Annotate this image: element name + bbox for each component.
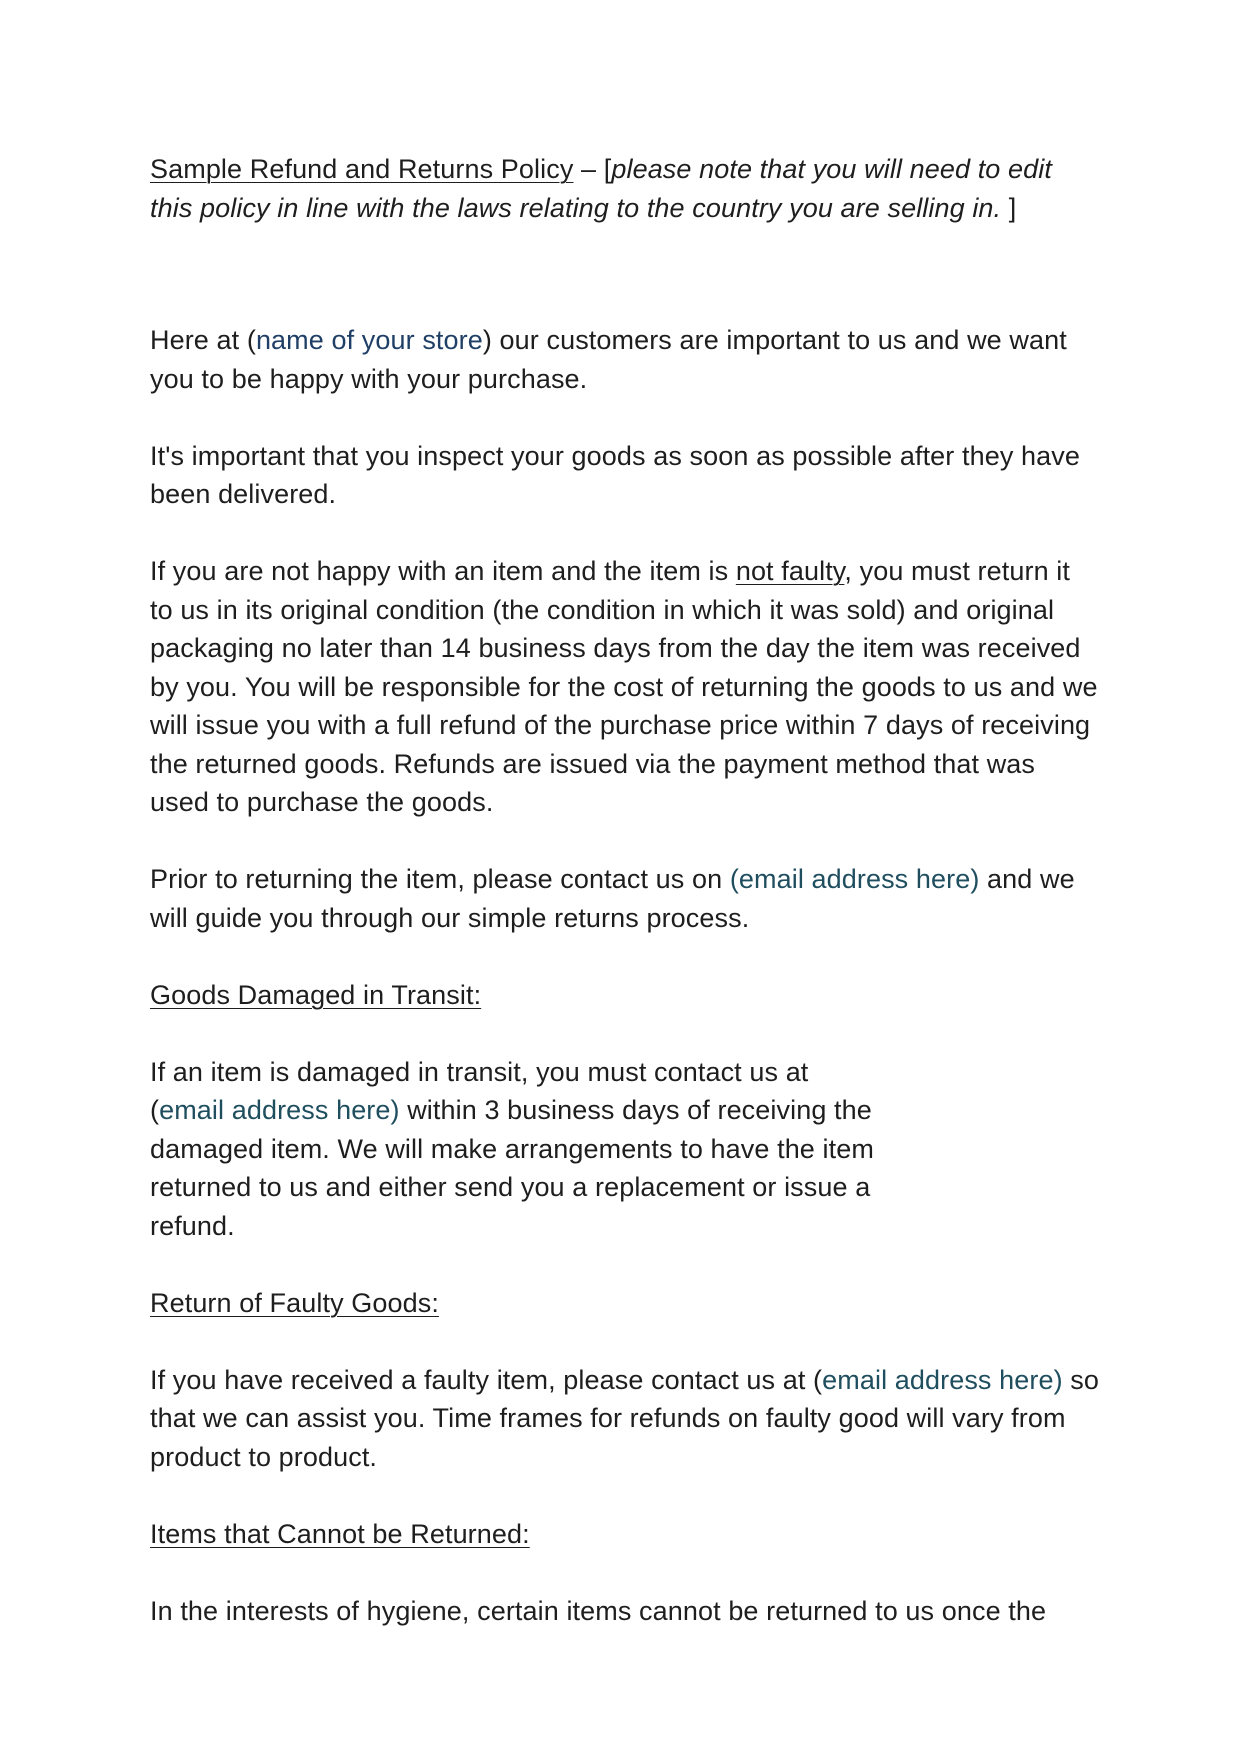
section-heading-damaged: Goods Damaged in Transit: — [150, 979, 482, 1010]
document-title-line — [150, 150, 1100, 227]
policy-document — [150, 150, 1100, 1630]
damaged-text-start: If an item is damaged in transit, you must contact us at ( — [150, 1056, 809, 1125]
section-heading-faulty: Return of Faulty Goods: — [150, 1287, 439, 1318]
cannot-return-paragraph: In the interests of hygiene, certain items cannot be returned to us once the — [150, 1595, 1047, 1626]
editor-note: please note that you will need to edit this policy in line with the laws relating to the country you are selling in. — [150, 154, 1052, 223]
intro-text-start: Here at ( — [150, 325, 256, 355]
spacer — [150, 937, 1100, 976]
email-placeholder: email address here) — [159, 1095, 400, 1125]
spacer — [150, 1245, 1100, 1284]
not-faulty-paragraph — [150, 552, 1100, 822]
section-heading-cannot-return: Items that Cannot be Returned: — [150, 1518, 530, 1549]
title-dash: – [ — [573, 154, 612, 184]
not-faulty-text-end: , you must return it to us in its original condition (the condition in which it was sold) and original packaging no later than 14 business days from the day the item was received by you. You will be responsible for the cost of returning the goods to us and we will issue you with a full refund of the purchase price within 7 days of receiving the returned goods. Refunds are issued via the payment method that was used to purchase the goods. — [150, 556, 1098, 817]
spacer — [150, 227, 1100, 321]
title-bracket-close: ] — [1001, 192, 1017, 223]
document-title: Sample Refund and Returns Policy — [150, 154, 574, 184]
intro-paragraph — [150, 321, 1100, 398]
intro-text-end: ) our customers are important to us and we want you to be happy with your purchase. — [150, 325, 1067, 394]
not-faulty-text-start: If you are not happy with an item and the item is — [150, 556, 736, 586]
damaged-paragraph — [150, 1053, 885, 1246]
spacer — [150, 1553, 1100, 1592]
spacer — [150, 1322, 1100, 1361]
email-placeholder: (email address here) — [729, 864, 980, 894]
prior-contact-paragraph — [150, 860, 1100, 937]
spacer — [150, 514, 1100, 553]
faulty-paragraph — [150, 1361, 1100, 1477]
faulty-text-start: If you have received a faulty item, please contact us at ( — [150, 1364, 823, 1395]
spacer — [150, 1014, 1100, 1053]
prior-text-start: Prior to returning the item, please contact us on — [150, 864, 730, 894]
spacer — [150, 1476, 1100, 1515]
store-name-placeholder: name of your store — [255, 325, 483, 355]
damaged-text-end: within 3 business days of receiving the damaged item. We will make arrangements to have the item returned to us and either send you a replacement or issue a refund. — [150, 1095, 874, 1241]
spacer — [150, 822, 1100, 861]
spacer — [150, 398, 1100, 437]
not-faulty-emphasis: not faulty — [735, 556, 845, 586]
email-placeholder: email address here) — [822, 1364, 1063, 1395]
faulty-text-end: so that we can assist you. Time frames for refunds on faulty good will vary from product to product. — [150, 1364, 1099, 1472]
inspect-paragraph: It's important that you inspect your goods as soon as possible after they have been delivered. — [150, 440, 1080, 509]
prior-text-end: and we will guide you through our simple returns process. — [150, 864, 1075, 933]
